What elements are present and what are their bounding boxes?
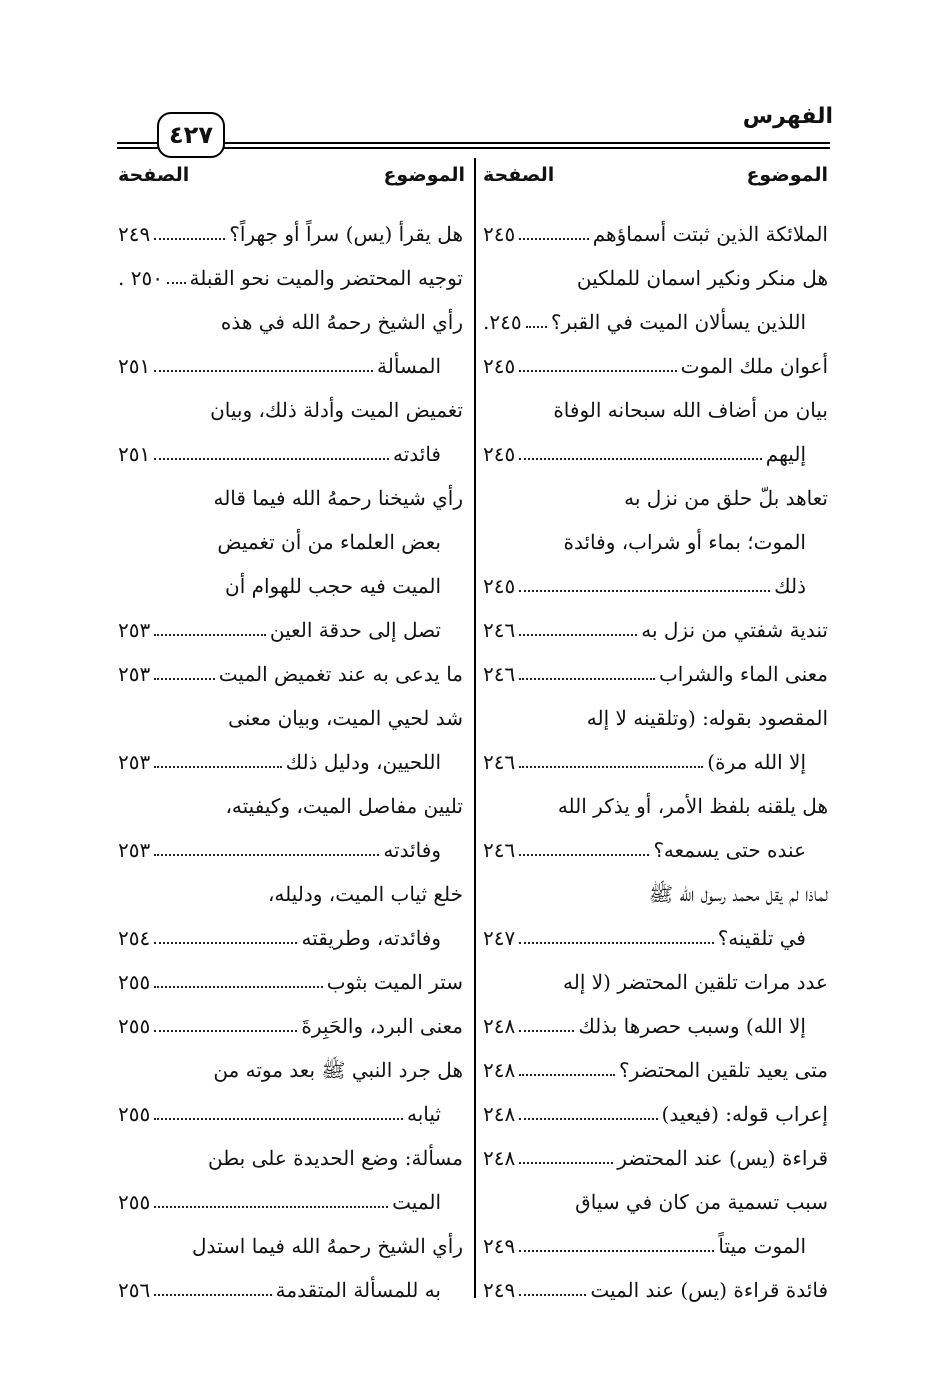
index-entry [483, 960, 828, 1048]
index-entry [118, 212, 463, 256]
entry-title-line: بيان من أضاف الله سبحانه الوفاة [553, 398, 828, 422]
entry-page-number: ٢٥٣ [118, 618, 151, 642]
entry-page-number: ٢٤٨ [483, 1058, 516, 1082]
entry-page-number: ٢٥٣ [118, 838, 151, 862]
entry-last-line [118, 256, 463, 300]
entry-page-number: ٢٤٥ [483, 442, 516, 466]
entry-last-line [483, 432, 828, 476]
entry-title-line: تعاهد بلّ حلق من نزل به [624, 486, 828, 510]
right-column [483, 212, 828, 1312]
dot-leader [519, 1118, 657, 1120]
entry-page-number: ٢٤٦ [483, 618, 516, 642]
entry-last-line [118, 916, 463, 960]
entry-page-number: ٢٥٤ [118, 926, 151, 950]
dot-leader [519, 1074, 615, 1076]
entry-last-line [118, 432, 463, 476]
entry-title-line: ذلك [774, 574, 806, 598]
entry-last-line [483, 608, 828, 652]
entry-title-line: المقصود بقوله: (وتلقينه لا إله [586, 706, 828, 730]
left-column [118, 212, 463, 1312]
dot-leader [519, 678, 655, 680]
entry-title-line: إعراب قوله: (فيعيد) [661, 1102, 828, 1126]
entry-title-line: تندية شفتي من نزل به [641, 618, 828, 642]
entry-title-line: معنى الماء والشراب [658, 662, 828, 686]
entry-last-line [483, 300, 828, 344]
dot-leader [154, 458, 389, 460]
dot-leader [519, 1250, 714, 1252]
entry-title-line: قراءة (يس) عند المحتضر [617, 1146, 828, 1170]
dot-leader [519, 458, 762, 460]
entry-page-number: ٢٥٠ . [118, 266, 163, 290]
entry-last-line [118, 344, 463, 388]
entry-title-line: توجيه المحتضر والميت نحو القبلة [189, 266, 463, 290]
entry-page-number: ٢٤٦ [483, 750, 516, 774]
entry-title-line: لماذا لم يقل محمد رسول الله ﷺ [648, 882, 828, 906]
entry-title-line: تليين مفاصل الميت، وكيفيته، [225, 794, 463, 818]
entry-title-line: شد لحيي الميت، وبيان معنى [228, 706, 463, 730]
entry-page-number: ٢٥٣ [118, 662, 151, 686]
entry-last-line [483, 1268, 828, 1312]
dot-leader [154, 942, 297, 944]
dot-leader [519, 370, 676, 372]
entry-title-line: إلا الله مرة) [707, 750, 806, 774]
dot-leader [519, 942, 713, 944]
entry-title-line: اللذين يسألان الميت في القبر؟ [550, 310, 806, 334]
entry-title-line: ما يدعى به عند تغميض الميت [218, 662, 463, 686]
entry-title-line: متى يعيد تلقين المحتضر؟ [619, 1058, 828, 1082]
entry-page-number: ٢٤٦ [483, 838, 516, 862]
index-entry [483, 212, 828, 256]
index-entry [118, 1048, 463, 1136]
index-entry [118, 960, 463, 1004]
index-entry [118, 784, 463, 872]
entry-title-line: في تلقينه؟ [717, 926, 806, 950]
entry-last-line [118, 960, 463, 1004]
dot-leader [154, 766, 281, 768]
entry-title-line: هل يلقنه بلفظ الأمر، أو يذكر الله [557, 794, 828, 818]
entry-title-line: رأي الشيخ رحمهُ الله فيما استدل [191, 1234, 463, 1258]
page-header [0, 0, 945, 150]
page-number: ٤٢٧ [157, 112, 225, 158]
entry-page-number: ٢٥٥ [118, 1102, 151, 1126]
index-entry [483, 388, 828, 476]
index-entry [118, 1136, 463, 1224]
entry-last-line [118, 1268, 463, 1312]
entry-title-line: إلا الله) وسبب حصرها بذلك [578, 1014, 806, 1038]
column-divider [474, 158, 476, 1298]
entry-title-line: رأي الشيخ رحمهُ الله في هذه [220, 310, 463, 334]
entry-last-line [483, 828, 828, 872]
entry-title-line: تصل إلى حدقة العين [269, 618, 441, 642]
entry-page-number: ٢٥٥ [118, 1014, 151, 1038]
left-page-header: الصفحة [118, 164, 190, 186]
entry-page-number: ٢٤٧ [483, 926, 516, 950]
entry-page-number: ٢٥١ [118, 354, 151, 378]
dot-leader [154, 986, 323, 988]
dot-leader [154, 1030, 297, 1032]
entry-page-number: ٢٥١ [118, 442, 151, 466]
dot-leader [519, 1030, 574, 1032]
entry-last-line [483, 1048, 828, 1092]
entry-page-number: ٢٤٥ [483, 354, 516, 378]
entry-title-line: تغميض الميت وأدلة ذلك، وبيان [210, 398, 463, 422]
index-entry [118, 696, 463, 784]
left-topic-header: الموضوع [383, 164, 465, 186]
dot-leader [154, 634, 266, 636]
entry-title-line: أعوان ملك الموت [680, 354, 828, 378]
entry-title-line: سبب تسمية من كان في سياق [575, 1190, 828, 1214]
index-entry [483, 1180, 828, 1268]
index-entry [483, 608, 828, 652]
right-topic-header: الموضوع [746, 164, 828, 186]
entry-title-line: ثيابه [407, 1102, 441, 1126]
entry-page-number: ٢٤٨ [483, 1146, 516, 1170]
index-entry [118, 1004, 463, 1048]
index-entry [118, 652, 463, 696]
dot-leader [154, 1118, 403, 1120]
entry-page-number: ٢٤٩ [118, 222, 151, 246]
entry-title-line: الميت فيه حجب للهوام أن [225, 574, 441, 598]
index-entry [118, 1224, 463, 1312]
entry-title-line: بعض العلماء من أن تغميض [217, 530, 441, 554]
entry-title-line: ستر الميت بثوب [326, 970, 463, 994]
entry-title-line: إليهم [765, 442, 806, 466]
index-entry [118, 388, 463, 476]
entry-last-line [483, 212, 828, 256]
entry-title-line: هل منكر ونكير اسمان للملكين [576, 266, 828, 290]
index-entry [483, 872, 828, 960]
index-entry [118, 256, 463, 300]
entry-last-line [118, 1180, 463, 1224]
running-title: الفهرس [742, 104, 833, 129]
index-entry [483, 652, 828, 696]
entry-title-line: عنده حتى يسمعه؟ [653, 838, 806, 862]
entry-title-line: اللحيين، ودليل ذلك [285, 750, 441, 774]
entry-page-number: ٢٤٩ [483, 1234, 516, 1258]
entry-title-line: الموت؛ بماء أو شراب، وفائدة [563, 530, 806, 554]
entry-last-line [483, 564, 828, 608]
entry-title-line: فائدة قراءة (يس) عند الميت [590, 1278, 828, 1302]
entry-last-line [483, 916, 828, 960]
entry-last-line [118, 740, 463, 784]
index-entry [483, 1048, 828, 1092]
entry-title-line: خلع ثياب الميت، ودليله، [267, 882, 463, 906]
entry-last-line [483, 1136, 828, 1180]
entry-last-line [483, 344, 828, 388]
entry-page-number: ٢٥٥ [118, 1190, 151, 1214]
entry-page-number: ٢٥٣ [118, 750, 151, 774]
entry-last-line [483, 1092, 828, 1136]
entry-page-number: ٢٤٨ [483, 1014, 516, 1038]
entry-last-line [118, 652, 463, 696]
dot-leader [154, 370, 373, 372]
entry-title-line: الموت ميتاً [718, 1234, 806, 1258]
entry-last-line [483, 652, 828, 696]
entry-last-line [483, 740, 828, 784]
entry-last-line [118, 212, 463, 256]
index-entry [483, 1268, 828, 1312]
dot-leader [519, 1294, 586, 1296]
dot-leader [154, 238, 225, 240]
entry-page-number: ٢٤٥ [483, 222, 516, 246]
index-entry [483, 1136, 828, 1180]
entry-last-line [483, 1224, 828, 1268]
entry-page-number: ٢٤٥. [483, 310, 522, 334]
entry-title-line: وفائدته [383, 838, 441, 862]
entry-page-number: ٢٥٦ [118, 1278, 151, 1302]
index-entry [483, 696, 828, 784]
dot-leader [526, 326, 547, 328]
entry-title-line: المسألة [377, 354, 441, 378]
index-entry [483, 1092, 828, 1136]
dot-leader [519, 238, 589, 240]
entry-title-line: هل جرد النبي ﷺ بعد موته من [213, 1058, 463, 1082]
entry-page-number: ٢٤٦ [483, 662, 516, 686]
index-entry [483, 784, 828, 872]
entry-last-line [483, 1004, 828, 1048]
index-entry [483, 344, 828, 388]
index-entry [483, 476, 828, 608]
entry-title-line: الملائكة الذين ثبتت أسماؤهم [592, 222, 828, 246]
right-page-header: الصفحة [483, 164, 555, 186]
dot-leader [519, 1162, 613, 1164]
entry-last-line [118, 828, 463, 872]
entry-page-number: ٢٤٩ [483, 1278, 516, 1302]
dot-leader [519, 590, 770, 592]
dot-leader [154, 854, 379, 856]
entry-title-line: فائدته [392, 442, 441, 466]
entry-last-line [118, 608, 463, 652]
entry-title-line: رأي شيخنا رحمهُ الله فيما قاله [213, 486, 463, 510]
dot-leader [519, 766, 703, 768]
entry-title-line: معنى البرد، والحَبِرةَ [301, 1014, 463, 1038]
index-entry [118, 300, 463, 388]
entry-last-line [118, 1092, 463, 1136]
dot-leader [154, 1206, 388, 1208]
entry-title-line: وفائدته، وطريقته [301, 926, 441, 950]
entry-page-number: ٢٤٥ [483, 574, 516, 598]
index-entry [483, 256, 828, 344]
dot-leader [519, 634, 637, 636]
dot-leader [519, 854, 649, 856]
entry-title-line: عدد مرات تلقين المحتضر (لا إله [563, 970, 828, 994]
entry-title-line: به للمسألة المتقدمة [275, 1278, 441, 1302]
entry-page-number: ٢٥٥ [118, 970, 151, 994]
dot-leader [154, 1294, 271, 1296]
entry-title-line: الميت [392, 1190, 441, 1214]
dot-leader [167, 282, 186, 284]
index-entry [118, 476, 463, 652]
entry-last-line [118, 1004, 463, 1048]
entry-page-number: ٢٤٨ [483, 1102, 516, 1126]
index-entry [118, 872, 463, 960]
entry-title-line: هل يقرأ (يس) سراً أو جهراً؟ [229, 222, 463, 246]
dot-leader [154, 678, 215, 680]
entry-title-line: مسألة: وضع الحديدة على بطن [208, 1146, 463, 1170]
